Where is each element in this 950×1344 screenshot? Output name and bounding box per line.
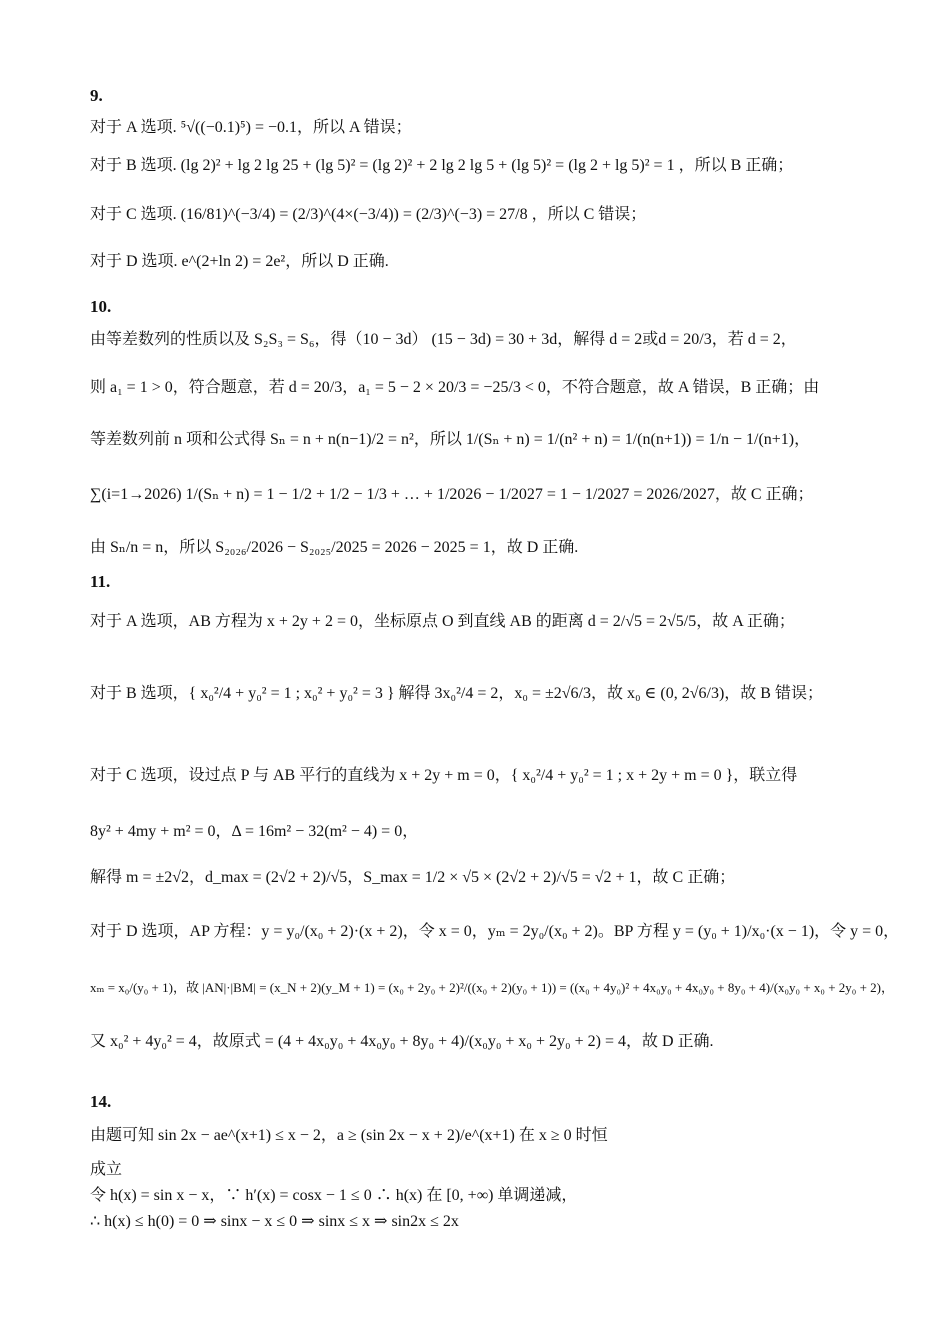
question-11-number: 11. — [90, 572, 111, 591]
q10-line-4: ∑(i=1→2026) 1/(Sₙ + n) = 1 − 1/2 + 1/2 − 1/3 + … + 1/2026 − 1/2027 = 1 − 1/2027 = 2026/2027，故 C 正确； — [90, 486, 814, 503]
q11-line-c: 对于 C 选项，设过点 P 与 AB 平行的直线为 x + 2y + m = 0，{ x₀²/4 + y₀² = 1 ; x + 2y + m = 0 }，联立得 — [90, 767, 798, 784]
q10-line-5: 由 Sₙ/n = n，所以 S₂₀₂₆/2026 − S₂₀₂₅/2025 = 2026 − 2025 = 1，故 D 正确. — [90, 539, 579, 556]
q14-line-3: 令 h(x) = sin x − x，∵ h′(x) = cosx − 1 ≤ 0 ∴ h(x) 在 [0, +∞) 单调递减， — [90, 1187, 578, 1204]
q10-line-1: 由等差数列的性质以及 S₂S₃ = S₆，得（10 − 3d） (15 − 3d) = 30 + 3d，解得 d = 2或d = 20/3，若 d = 2， — [90, 331, 797, 348]
question-14-number: 14. — [90, 1092, 112, 1111]
q11-line-a: 对于 A 选项，AB 方程为 x + 2y + 2 = 0，坐标原点 O 到直线 AB 的距离 d = 2/√5 = 2√5/5，故 A 正确； — [90, 613, 795, 630]
q14-line-1: 由题可知 sin 2x − ae^(x+1) ≤ x − 2，a ≥ (sin 2x − x + 2)/e^(x+1) 在 x ≥ 0 时恒 — [90, 1127, 608, 1144]
q11-line-d2: xₘ = x₀/(y₀ + 1)，故 |AN|·|BM| = (x_N + 2)(y_M + 1) = (x₀ + 2y₀ + 2)²/((x₀ + 2)(y₀ + 1)) = ((x₀ + 4y₀)² + 4x₀y₀ + 4x₀y₀ + 8y₀ + 4)/(x₀y₀ + x₀ + 2y₀ + 2)， — [90, 980, 894, 995]
q11-line-c3: 解得 m = ±2√2，d_max = (2√2 + 2)/√5，S_max = 1/2 × √5 × (2√2 + 2)/√5 = √2 + 1，故 C 正确； — [90, 869, 736, 886]
q9-line-d: 对于 D 选项. e^(2+ln 2) = 2e²，所以 D 正确. — [90, 253, 389, 270]
q11-line-d3: 又 x₀² + 4y₀² = 4，故原式 = (4 + 4x₀y₀ + 4x₀y₀ + 8y₀ + 4)/(x₀y₀ + x₀ + 2y₀ + 2) = 4，故 D 正确. — [90, 1033, 714, 1050]
q11-line-b: 对于 B 选项，{ x₀²/4 + y₀² = 1 ; x₀² + y₀² = 3 } 解得 3x₀²/4 = 2，x₀ = ±2√6/3，故 x₀ ∈ (0, 2√6/3)，故 B 错误； — [90, 685, 823, 702]
q9-line-c: 对于 C 选项. (16/81)^(−3/4) = (2/3)^(4×(−3/4)) = (2/3)^(−3) = 27/8 ，所以 C 错误； — [90, 206, 647, 223]
q10-line-3: 等差数列前 n 项和公式得 Sₙ = n + n(n−1)/2 = n²，所以 1/(Sₙ + n) = 1/(n² + n) = 1/(n(n+1)) = 1/n − 1/(n+1)， — [90, 431, 811, 448]
question-10-number: 10. — [90, 297, 112, 316]
q14-line-4: ∴ h(x) ≤ h(0) = 0 ⇒ sinx − x ≤ 0 ⇒ sinx ≤ x ⇒ sin2x ≤ 2x — [90, 1213, 459, 1230]
q9-line-b: 对于 B 选项. (lg 2)² + lg 2 lg 25 + (lg 5)² = (lg 2)² + 2 lg 2 lg 5 + (lg 5)² = (lg 2 + lg 5)² = 1 ，所以 B 正确； — [90, 157, 794, 174]
question-9-number: 9. — [90, 86, 103, 105]
q9-line-a: 对于 A 选项. ⁵√((−0.1)⁵) = −0.1，所以 A 错误； — [90, 119, 412, 136]
q10-line-2: 则 a₁ = 1 > 0，符合题意，若 d = 20/3，a₁ = 5 − 2 × 20/3 = −25/3 < 0，不符合题意，故 A 错误，B 正确；由 — [90, 379, 820, 396]
q14-line-2: 成立 — [90, 1161, 123, 1178]
q11-line-d: 对于 D 选项，AP 方程：y = y₀/(x₀ + 2)·(x + 2)，令 x = 0，yₘ = 2y₀/(x₀ + 2)。BP 方程 y = (y₀ + 1)/x₀·(x − 1)，令 y = 0， — [90, 923, 900, 940]
q11-line-c2: 8y² + 4my + m² = 0，Δ = 16m² − 32(m² − 4) = 0， — [90, 823, 419, 840]
